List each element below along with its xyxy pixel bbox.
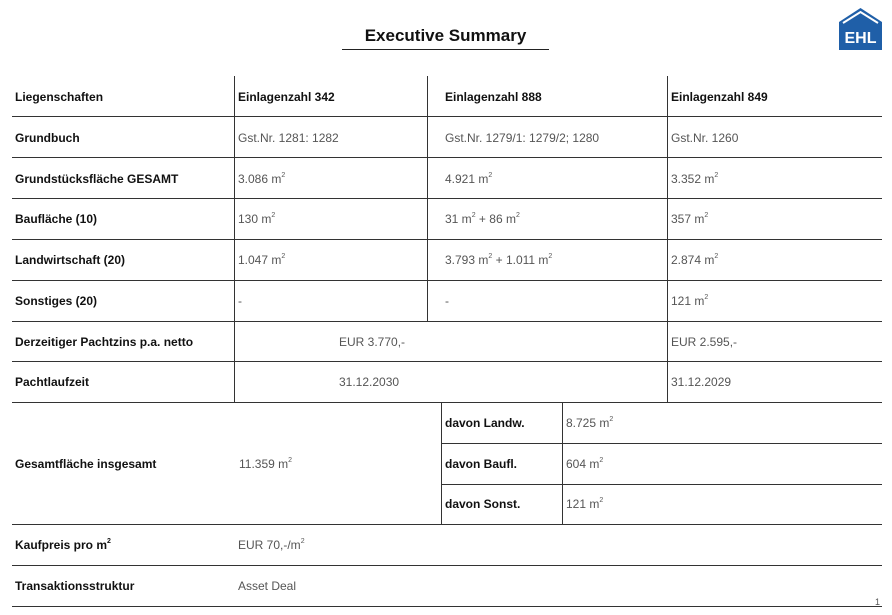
landwirtschaft-849: 2.874 $m^2$ [671, 253, 719, 267]
ehl-logo [839, 8, 882, 50]
pachtzins-849: EUR 2.595,- [671, 335, 738, 349]
page-number: 1 [874, 597, 880, 607]
sonstiges-888: - [445, 294, 449, 308]
logo-text: EHL [844, 30, 877, 47]
bauflaeche-342: 130 $m^2$ [238, 212, 276, 226]
header-einlagenzahl-342: Einlagenzahl 342 [238, 90, 335, 104]
row-label-kaufpreis: Kaufpreis pro $m^2$ [15, 538, 111, 552]
header-einlagenzahl-888: Einlagenzahl 888 [445, 90, 542, 104]
grundstuecksflaeche-888: 4.921 $m^2$ [445, 172, 493, 186]
page-title: Executive Summary [342, 22, 549, 50]
row-label-sonstiges: Sonstiges (20) [15, 294, 98, 308]
landwirtschaft-888: 3.793 $m^2 + 1.011$ $m^2$ [445, 253, 553, 267]
gesamtflaeche-value: 11.359 $m^2$ [239, 457, 293, 471]
row-label-gesamtflaeche: Gesamtfläche insgesamt [15, 457, 157, 471]
transaktionsstruktur-value: Asset Deal [238, 579, 297, 593]
davon-landw-label: davon Landw. [445, 416, 525, 430]
row-label-landwirtschaft: Landwirtschaft (20) [15, 253, 126, 267]
sonstiges-342: - [238, 294, 242, 308]
grundstuecksflaeche-342: 3.086 $m^2$ [238, 172, 286, 186]
pachtlaufzeit-342-888: 31.12.2030 [339, 375, 400, 389]
pachtzins-342-888: EUR 3.770,- [339, 335, 406, 349]
kaufpreis-value: EUR $70,-/m^2$ [238, 538, 305, 552]
sonstiges-849: 121 $m^2$ [671, 294, 709, 308]
bauflaeche-888: 31 $m^2 + 86$ $m^2$ [445, 212, 520, 226]
grundbuch-342: Gst.Nr. 1281: 1282 [238, 131, 339, 145]
row-label-pachtlaufzeit: Pachtlaufzeit [15, 375, 90, 389]
davon-sonst-value: 121 $m^2$ [566, 497, 604, 511]
grundbuch-849: Gst.Nr. 1260 [671, 131, 739, 145]
grundstuecksflaeche-849: 3.352 $m^2$ [671, 172, 719, 186]
davon-sonst-label: davon Sonst. [445, 497, 521, 511]
davon-baufl-label: davon Baufl. [445, 457, 518, 471]
bauflaeche-849: 357 $m^2$ [671, 212, 709, 226]
row-label-transaktionsstruktur: Transaktionsstruktur [15, 579, 135, 593]
row-label-grundstuecksflaeche: Grundstücksfläche GESAMT [15, 172, 179, 186]
header-einlagenzahl-849: Einlagenzahl 849 [671, 90, 768, 104]
davon-landw-value: 8.725 $m^2$ [566, 416, 614, 430]
grundbuch-888: Gst.Nr. 1279/1: 1279/2; 1280 [445, 131, 600, 145]
row-label-pachtzins: Derzeitiger Pachtzins p.a. netto [15, 335, 194, 349]
landwirtschaft-342: 1.047 $m^2$ [238, 253, 286, 267]
row-label-bauflaeche: Baufläche (10) [15, 212, 98, 226]
davon-baufl-value: 604 $m^2$ [566, 457, 604, 471]
pachtlaufzeit-849: 31.12.2029 [671, 375, 732, 389]
row-label-liegenschaften: Liegenschaften [15, 90, 104, 104]
row-label-grundbuch: Grundbuch [15, 131, 80, 145]
